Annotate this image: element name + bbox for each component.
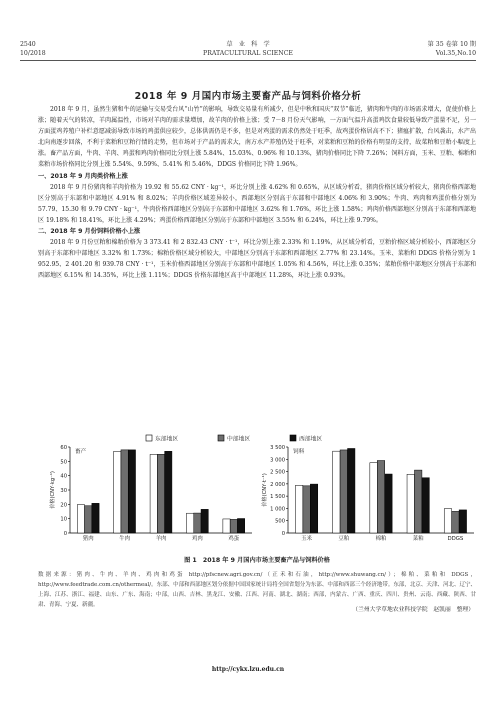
legend-label: 西部地区: [299, 436, 323, 443]
bar: [92, 503, 99, 533]
bar: [452, 511, 459, 533]
y-tick-label: 40: [60, 473, 67, 480]
y-tick-label: 60: [60, 445, 67, 451]
y-tick-label: 3 000: [270, 457, 285, 464]
x-tick-label: 鸡蛋: [228, 536, 240, 541]
x-tick-label: 豆粕: [338, 536, 350, 541]
page-number: 2540: [20, 41, 36, 48]
y-tick-label: 30: [60, 488, 67, 494]
bar: [186, 513, 193, 533]
bar: [459, 510, 466, 533]
x-tick-label: DDGS: [447, 536, 464, 541]
bar: [157, 454, 164, 533]
legend-swatch: [146, 435, 152, 441]
compiler-credit: （兰州大学草地农业科技学院 赵凯丽 整理）: [352, 607, 474, 613]
paragraph-meat: 2018 年 9 月份猪肉和羊肉价格为 19.92 和 55.62 CNY · kg⁻¹，环比分别上涨 4.62% 和 0.65%，从区域分析看，猪肉价格区域分析较大，猪肉价格西部地区分别高于东部和中部地区 4.91% 和 8.02%；羊肉价格区域差异较小，西部地区分别高于东部和中部地区 4.06% 和 3.90%；牛肉、鸡肉和鸡蛋价格分别为 57.79、15.30 和 9.79 CNY · kg⁻¹，牛肉价格西部地区分别高于东部和中部地区 3.62% 和 1.76%，环比上涨 1.58%；鸡肉价格西部地区分别高于东部和西部地区 19.18% 和 18.41%，环比上涨 4.29%；鸡蛋价格西部地区分别高于东部和中部地区 3.55% 和 6.24%，环比上涨 9.79%。: [38, 183, 476, 224]
volume-en: Vol.35,No.10: [435, 50, 476, 57]
section-heading-feed: 二、2018 年 9 月份饲料价格小上涨: [38, 228, 141, 236]
y-axis-label: 价格(CNY·kg⁻¹): [50, 471, 56, 509]
x-tick-label: 羊肉: [155, 536, 167, 541]
bar: [310, 484, 317, 533]
header-right: [428, 40, 476, 58]
bar: [295, 485, 302, 533]
x-tick-label: 棉粕: [375, 536, 387, 541]
x-tick-label: 菜粕: [412, 536, 424, 541]
bar: [201, 509, 208, 533]
bar: [128, 450, 135, 533]
bar: [150, 454, 157, 533]
running-header: [20, 40, 476, 66]
y-tick-label: 2 000: [270, 481, 285, 488]
legend-swatch: [218, 435, 224, 441]
legend-swatch: [290, 435, 296, 441]
x-tick-label: 鸡肉: [192, 536, 203, 541]
y-tick-label: 0: [281, 531, 285, 537]
y-tick-label: 1 500: [270, 494, 285, 501]
bar: [407, 474, 414, 533]
paragraph-feed: 2018 年 9 月份豆粕和棉粕价格为 3 373.41 和 2 832.43 CNY · t⁻¹，环比分别上涨 2.33% 和 1.19%，从区域分析看，豆粕价格区域分析较小，西部地区分别高于东部和中部地区 3.32% 和 1.73%；棉粕价格区域分析较大，中部地区分别高于东部和西部地区 2.77% 和 23.14%。玉米、菜粕和 DDGS 价格分别为 1 952.95、2 401.20 和 939.78 CNY · t⁻¹，玉米价格西部地区分别高于东部和中部地区 1.05% 和 4.56%，环比上涨 0.35%；菜粕价格中部地区分别高于东部和西部地区 6.15% 和 14.35%，环比上涨 1.11%；DDGS 价格东部地区高于中部地区 11.28%，环比上涨 0.93%。: [38, 239, 476, 280]
journal-name-en: PRATACULTURAL SCIENCE: [203, 50, 293, 57]
y-tick-label: 20: [60, 502, 67, 509]
bar: [444, 509, 451, 533]
bar: [77, 505, 84, 533]
bar: [385, 474, 392, 533]
panel-title: 畜产: [75, 449, 87, 455]
volume-cn: 第 35 卷第 10 期: [427, 41, 476, 48]
legend-label: 中部地区: [227, 436, 251, 443]
bar: [348, 448, 355, 533]
header-rule: [20, 60, 476, 61]
y-tick-label: 0: [63, 531, 67, 537]
figure-svg: [38, 433, 476, 541]
section-heading-meat: 一、2018 年 9 月肉类价格上涨: [38, 172, 128, 180]
bar: [194, 513, 201, 533]
y-tick-label: 3 500: [270, 445, 285, 451]
data-source-note: 数据来源：猪肉、牛肉、羊肉、鸡肉和鸡蛋 http://pfscnew.agri.gov.cn/（正禾和石油，http://www.shuwang.cn/）；棉粕、菜粕和 DDGS，http://www.feedtrade.com.cn/othermeal/。东部、中部和西部地区划分依据中国国家统计局将全国省划分为东部、中部和西部三个经济地带。东部，北京、天津、河北、辽宁、上海、江苏、浙江、福建、山东、广东、海南；中部，山西、吉林、黑龙江、安徽、江西、河南、湖北、湖南；西部，内蒙古、广西、重庆、四川、贵州、云南、西藏、陕西、甘肃、青海、宁夏、新疆。: [38, 572, 476, 608]
bar: [121, 450, 128, 533]
x-tick-label: 玉米: [301, 536, 312, 541]
footer-url: http://cykx.lzu.edu.cn: [211, 666, 285, 673]
bar: [370, 463, 377, 533]
bar: [414, 470, 421, 533]
bar: [223, 519, 230, 533]
paragraph-intro: 2018 年 9 月，虽然生猪和牛的运输与交易受台风“山竹”的影响，导致交易量有所减少，但是中秋和国庆“双节”临近，猪肉和牛肉的市场需求增大，促使价格上涨；随着天气的转凉，羊肉属温性，市场对羊肉的需求量增加，故羊肉的价格上涨；受 7－8 月份天气影响，一方面气温升高蛋鸡饮食量较低导致产蛋量不足，另一方面蛋鸡养殖户补栏意愿减弱导致市场的鸡蛋供应较少，总体供需仍是不多，但是对鸡蛋的需求仍然处于旺季，故鸡蛋价格居高不下；猪瘟扩散，台风袭击，水产出北向南逐步回落，不利于菜粕和豆粕行情的走势，但市场对于产品的需求大，南方水产养殖仍处于旺季，对菜粕和豆粕的价格有明显的支持，故菜粕和豆粕小幅度上涨。畜产品方面，牛肉、羊肉、鸡蛋和鸡肉价格同比分别上涨 5.84%、15.03%、0.96% 和 10.13%，猪肉价格同比下降 7.26%；饲料方面，玉米、豆粕、棉粕和菜粕市场价格同比分别上涨 5.54%、9.59%、5.41% 和 5.46%，DDGS 价格同比下降 1.96%。: [38, 106, 476, 169]
bar: [114, 451, 121, 533]
bar: [333, 451, 340, 533]
bar: [165, 451, 172, 533]
article-title: 2018 年 9 月国内市场主要畜产品与饲料价格分析: [134, 91, 362, 102]
issue-date: 10/2018: [20, 50, 46, 57]
header-center: [20, 40, 476, 58]
bar: [340, 450, 347, 533]
y-tick-label: 50: [60, 459, 67, 466]
bar: [377, 461, 384, 533]
x-tick-label: 猪肉: [82, 536, 94, 541]
figure-1: [38, 433, 476, 541]
panel-title: 饲料: [293, 449, 305, 455]
figure-caption: 图 1 2018 年 9 月国内市场主要畜产品与饲料价格: [184, 557, 330, 564]
y-tick-label: 10: [60, 516, 67, 523]
y-tick-label: 500: [275, 518, 285, 525]
journal-name-cn: 草 业 科 学: [226, 41, 270, 48]
bar: [303, 486, 310, 533]
legend-label: 东部地区: [155, 436, 179, 443]
y-axis-label: 价格(CNY·t⁻¹): [262, 473, 268, 507]
x-tick-label: 牛肉: [119, 536, 130, 541]
bar: [230, 519, 237, 533]
bar: [85, 506, 92, 533]
y-tick-label: 2 500: [270, 469, 285, 476]
article-body: [38, 104, 476, 282]
bar: [422, 478, 429, 533]
y-tick-label: 1 000: [270, 506, 285, 513]
bar: [237, 519, 244, 533]
